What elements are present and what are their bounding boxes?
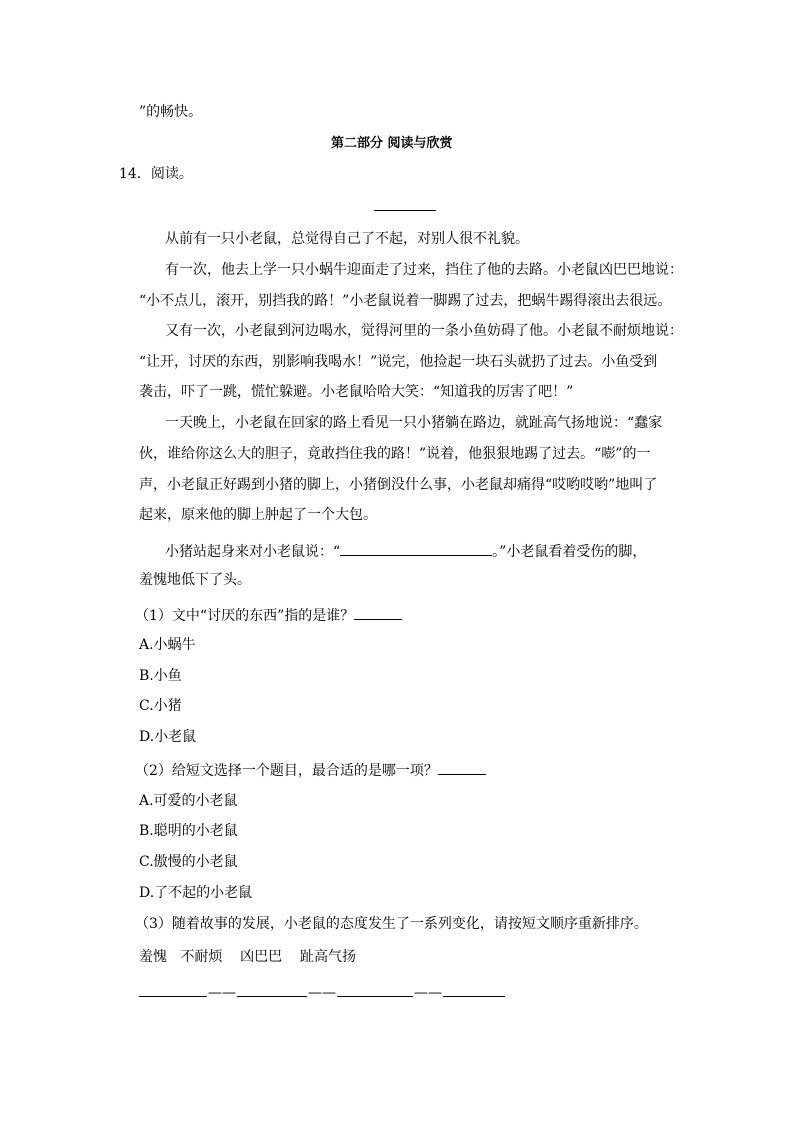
q3-blank-4[interactable] <box>443 982 505 997</box>
q3-blank-2[interactable] <box>237 982 307 997</box>
passage-line: 羞愧地低下了头。 <box>139 572 251 588</box>
passage-line: 袭击，吓了一跳，慌忙躲避。小老鼠哈哈大笑：“知道我的厉害了吧！” <box>139 384 574 400</box>
q1-option-b[interactable]: B.小鱼 <box>139 668 182 684</box>
q3-blank-3[interactable] <box>337 982 413 997</box>
q3-separator: —— <box>308 985 336 1001</box>
q1-option-d[interactable]: D.小老鼠 <box>139 729 197 745</box>
question-3-stem: （3）随着故事的发展，小老鼠的态度发生了一系列变化，请按短文顺序重新排序。 <box>135 916 648 932</box>
passage-line: 起来，原来他的脚上肿起了一个大包。 <box>139 507 377 523</box>
q1-answer-blank[interactable] <box>354 605 402 620</box>
q3-blank-1[interactable] <box>139 982 207 997</box>
passage-title-blank <box>374 210 436 211</box>
passage-paragraph: 从前有一只小老鼠，总觉得自己了不起，对别人很不礼貌。 <box>165 231 529 247</box>
passage-line: 伙，谁给你这么大的胆子，竟敢挡住我的路！”说着，他狠狠地踢了过去。“嘭”的一 <box>139 446 651 462</box>
section-title: 第二部分 阅读与欣赏 <box>331 136 453 151</box>
passage-paragraph: 一天晚上，小老鼠在回家的路上看见一只小猪躺在路边，就趾高气扬地说：“蠢家 <box>165 415 663 431</box>
passage-line: “小不点儿，滚开，别挡我的路！”小老鼠说着一脚踢了过去，把蜗牛踢得滚出去很远。 <box>139 293 672 309</box>
q1-stem-text: （1）文中“讨厌的东西”指的是谁？ <box>135 608 355 624</box>
question-number: 14．阅读。 <box>119 166 193 182</box>
q2-option-d[interactable]: D.了不起的小老鼠 <box>139 885 253 901</box>
q3-separator: —— <box>414 985 442 1001</box>
passage-text: 小猪站起身来对小老鼠说：“ <box>165 544 341 560</box>
q1-option-c[interactable]: C.小猪 <box>139 698 182 714</box>
passage-line: 声，小老鼠正好踢到小猪的脚上，小猪倒没什么事，小老鼠却痛得“哎哟哎哟”地叫了 <box>139 477 658 493</box>
passage-paragraph <box>165 541 646 561</box>
q2-answer-blank[interactable] <box>438 760 486 775</box>
q3-separator: —— <box>208 985 236 1001</box>
top-fragment: ”的畅快。 <box>139 104 203 120</box>
q2-stem-text: （2）给短文选择一个题目，最合适的是哪一项？ <box>135 763 438 779</box>
q2-option-b[interactable]: B.聪明的小老鼠 <box>139 823 238 839</box>
question-2-stem <box>135 760 486 780</box>
q2-option-a[interactable]: A.可爱的小老鼠 <box>139 793 238 809</box>
passage-paragraph: 又有一次，小老鼠到河边喝水，觉得河里的一条小鱼妨碍了他。小老鼠不耐烦地说： <box>165 323 683 339</box>
q2-option-c[interactable]: C.傲慢的小老鼠 <box>139 854 238 870</box>
question-1-stem <box>135 605 402 625</box>
passage-paragraph: 有一次，他去上学一只小蜗牛迎面走了过来，挡住了他的去路。小老鼠凶巴巴地说： <box>165 262 683 278</box>
q3-sequence-row <box>139 982 505 1002</box>
passage-line: “让开，讨厌的东西，别影响我喝水！”说完，他捡起一块石头就扔了过去。小鱼受到 <box>139 354 658 370</box>
q3-word-list: 羞愧 不耐烦 凶巴巴 趾高气扬 <box>139 949 356 965</box>
answer-blank-quote[interactable] <box>340 541 492 556</box>
q1-option-a[interactable]: A.小蜗牛 <box>139 637 196 653</box>
passage-text: 。”小老鼠看着受伤的脚， <box>492 544 647 560</box>
